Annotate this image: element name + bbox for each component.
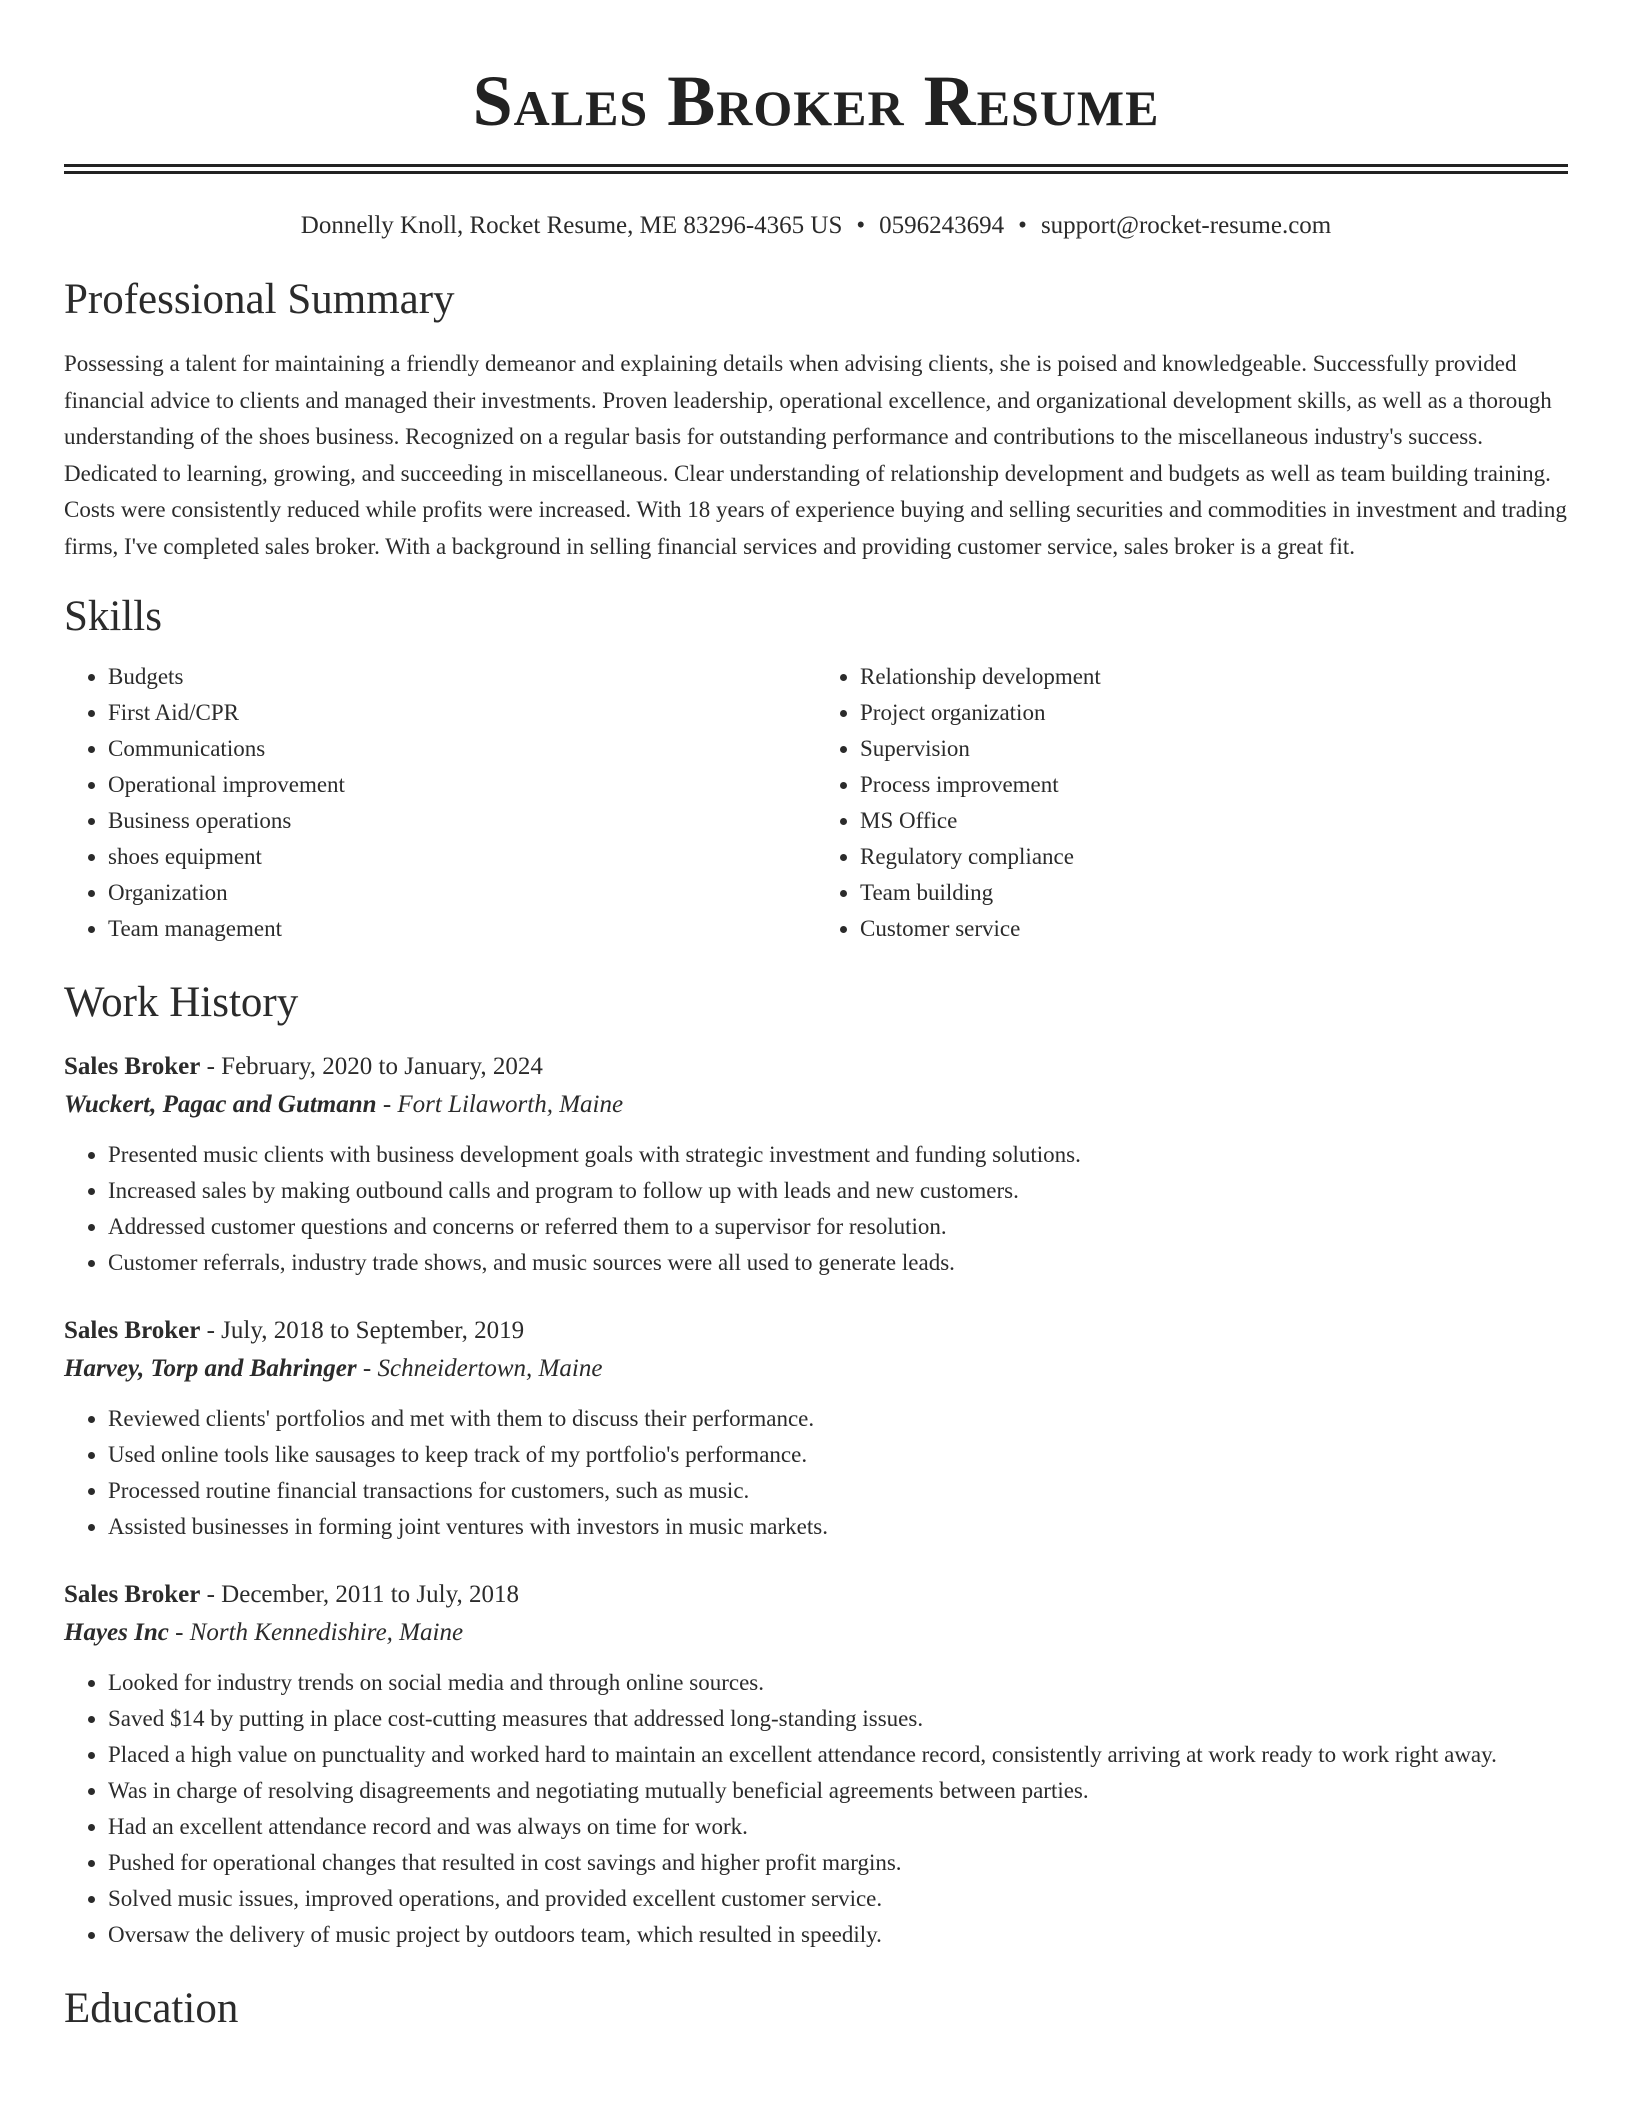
- education-heading: Education: [64, 1985, 239, 2032]
- employer-dash: -: [168, 1619, 190, 1646]
- contact-email: support@rocket-resume.com: [1040, 212, 1332, 239]
- job-duties: [64, 1401, 1568, 1545]
- skill-item: • Operational improvement: [108, 767, 816, 803]
- job-duty: • Saved $14 by putting in place cost-cutting measures that addressed long-standing issues.: [108, 1701, 1568, 1737]
- skill-item: • Communications: [108, 731, 816, 767]
- employer-dash: -: [376, 1091, 398, 1118]
- job-dates: February, 2020 to January, 2024: [221, 1053, 543, 1080]
- job-duty: • Increased sales by making outbound calls and program to follow up with leads and new customers.: [108, 1173, 1568, 1209]
- skills-columns: [64, 659, 1568, 947]
- employer-line: [64, 1349, 1568, 1389]
- skill-item: • Team building: [860, 875, 1568, 911]
- contact-address: Donnelly Knoll, Rocket Resume, ME 83296-4365 US: [300, 212, 843, 239]
- skill-item: • Process improvement: [860, 767, 1568, 803]
- contact-line: [64, 210, 1568, 242]
- job-duties: [64, 1137, 1568, 1281]
- job-dash: -: [200, 1581, 222, 1608]
- job-duty: • Assisted businesses in forming joint ventures with investors in music markets.: [108, 1509, 1568, 1545]
- skills-list-right: [816, 659, 1568, 947]
- job-duty: • Reviewed clients' portfolios and met with them to discuss their performance.: [108, 1401, 1568, 1437]
- skill-item: • Budgets: [108, 659, 816, 695]
- skill-item: • MS Office: [860, 803, 1568, 839]
- job-title-line: [64, 1313, 1568, 1349]
- job-duty: • Pushed for operational changes that resulted in cost savings and higher profit margins.: [108, 1845, 1568, 1881]
- employer-name: Wuckert, Pagac and Gutmann: [64, 1091, 377, 1118]
- skill-item: • Relationship development: [860, 659, 1568, 695]
- employer-location: North Kennedishire, Maine: [189, 1619, 464, 1646]
- skills-heading: Skills: [64, 593, 162, 640]
- employer-line: [64, 1613, 1568, 1653]
- employer-name: Hayes Inc: [64, 1619, 169, 1646]
- contact-phone: 0596243694: [879, 212, 1005, 239]
- summary-heading: Professional Summary: [64, 276, 455, 323]
- skill-item: • Customer service: [860, 911, 1568, 947]
- job-duty: • Oversaw the delivery of music project by outdoors team, which resulted in speedily.: [108, 1917, 1568, 1953]
- work-history-heading: Work History: [64, 979, 299, 1026]
- contact-separator: •: [1018, 212, 1027, 239]
- job-duty: • Was in charge of resolving disagreements and negotiating mutually beneficial agreements between parties.: [108, 1773, 1568, 1809]
- skills-list-left: [64, 659, 816, 947]
- summary-text: Possessing a talent for maintaining a friendly demeanor and explaining details when advising clients, she is poised and knowledgeable. Successfully provided financial advice to clients and managed their investments. Proven leadership, operational excellence, and organizational development skills, as well as a thorough understanding of the shoes business. Recognized on a regular basis for outstanding performance and contributions to the miscellaneous industry's success. Dedicated to learning, growing, and succeeding in miscellaneous. Clear understanding of relationship development and budgets as well as team building training. Costs were consistently reduced while profits were increased. With 18 years of experience buying and selling securities and commodities in investment and trading firms, I've completed sales broker. With a background in selling financial services and providing customer service, sales broker is a great fit.: [64, 351, 1567, 559]
- skill-item: • Regulatory compliance: [860, 839, 1568, 875]
- job-duty: • Customer referrals, industry trade shows, and music sources were all used to generate leads.: [108, 1245, 1568, 1281]
- job-duty: • Presented music clients with business development goals with strategic investment and funding solutions.: [108, 1137, 1568, 1173]
- job-duty: • Processed routine financial transactions for customers, such as music.: [108, 1473, 1568, 1509]
- job-dash: -: [200, 1053, 222, 1080]
- employer-location: Schneidertown, Maine: [377, 1355, 603, 1382]
- job-duties: [64, 1665, 1568, 1953]
- job-duty: • Had an excellent attendance record and was always on time for work.: [108, 1809, 1568, 1845]
- job-entry: [64, 1049, 1568, 1281]
- job-title-line: [64, 1049, 1568, 1085]
- skill-item: • Supervision: [860, 731, 1568, 767]
- job-duty: • Used online tools like sausages to keep track of my portfolio's performance.: [108, 1437, 1568, 1473]
- job-title-line: [64, 1577, 1568, 1613]
- job-title: Sales Broker: [64, 1053, 201, 1080]
- skill-item: • shoes equipment: [108, 839, 816, 875]
- job-duty: • Solved music issues, improved operations, and provided excellent customer service.: [108, 1881, 1568, 1917]
- skill-item: • First Aid/CPR: [108, 695, 816, 731]
- employer-line: [64, 1085, 1568, 1125]
- job-title: Sales Broker: [64, 1581, 201, 1608]
- job-dash: -: [200, 1317, 222, 1344]
- job-entry: [64, 1313, 1568, 1545]
- job-duty: • Placed a high value on punctuality and worked hard to maintain an excellent attendance record, consistently arriving at work ready to work right away.: [108, 1737, 1568, 1773]
- employer-dash: -: [356, 1355, 378, 1382]
- employer-name: Harvey, Torp and Bahringer: [64, 1355, 357, 1382]
- skill-item: • Team management: [108, 911, 816, 947]
- job-dates: December, 2011 to July, 2018: [221, 1581, 519, 1608]
- job-dates: July, 2018 to September, 2019: [221, 1317, 525, 1344]
- job-duty: • Looked for industry trends on social media and through online sources.: [108, 1665, 1568, 1701]
- job-title: Sales Broker: [64, 1317, 201, 1344]
- skill-item: • Project organization: [860, 695, 1568, 731]
- skill-item: • Organization: [108, 875, 816, 911]
- skill-item: • Business operations: [108, 803, 816, 839]
- job-entry: [64, 1577, 1568, 1953]
- employer-location: Fort Lilaworth, Maine: [397, 1091, 624, 1118]
- contact-separator: •: [856, 212, 866, 239]
- job-duty: • Addressed customer questions and concerns or referred them to a supervisor for resolution.: [108, 1209, 1568, 1245]
- title-divider: [64, 164, 1568, 174]
- resume-title: Sales Broker Resume: [472, 61, 1160, 141]
